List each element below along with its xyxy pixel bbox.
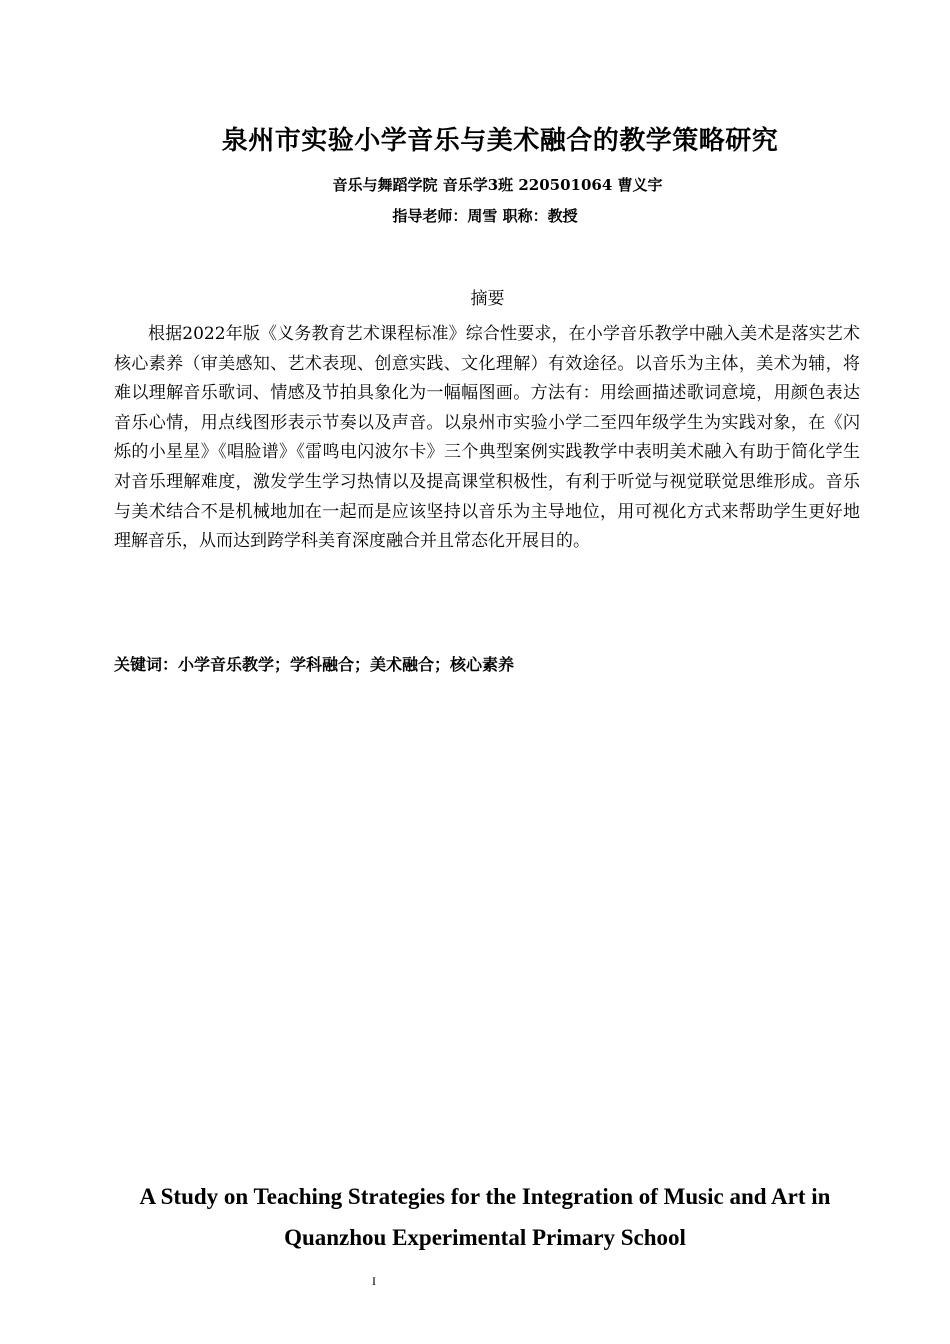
chinese-title: 泉州市实验小学音乐与美术融合的教学策略研究 xyxy=(221,126,779,156)
english-title: A Study on Teaching Strategies for the Integration of Music and Art in Quanzhou Experimental Primary School xyxy=(139,1184,831,1250)
abstract-body: 根据2022年版《义务教育艺术课程标准》综合性要求，在小学音乐教学中融入美术是落实艺术核心素养（审美感知、艺术表现、创意实践、文化理解）有效途径。以音乐为主体，美术为辅，将难以理解音乐歌词、情感及节拍具象化为一幅幅图画。方法有：用绘画描述歌词意境，用颜色表达音乐心情，用点线图形表示节奏以及声音。以泉州市实验小学二至四年级学生为实践对象，在《闪烁的小星星》《唱脸谱》《雷鸣电闪波尔卡》三个典型案例实践教学中表明美术融入有助于简化学生对音乐理解难度，激发学生学习热情以及提高课堂积极性，有利于听觉与视觉联觉思维形成。音乐与美术结合不是机械地加在一起而是应该坚持以音乐为主导地位，用可视化方式来帮助学生更好地理解音乐，从而达到跨学科美育深度融合并且常态化开展目的。 xyxy=(114,324,860,552)
keywords-line: 关键词：小学音乐教学；学科融合；美术融合；核心素养 xyxy=(114,655,515,674)
author-info: 音乐与舞蹈学院 音乐学3班 220501064 曹义宇 xyxy=(332,176,663,194)
abstract-heading: 摘要 xyxy=(470,289,505,309)
page-number: I xyxy=(372,1274,376,1288)
advisor-info: 指导老师：周雪 职称：教授 xyxy=(392,207,578,225)
